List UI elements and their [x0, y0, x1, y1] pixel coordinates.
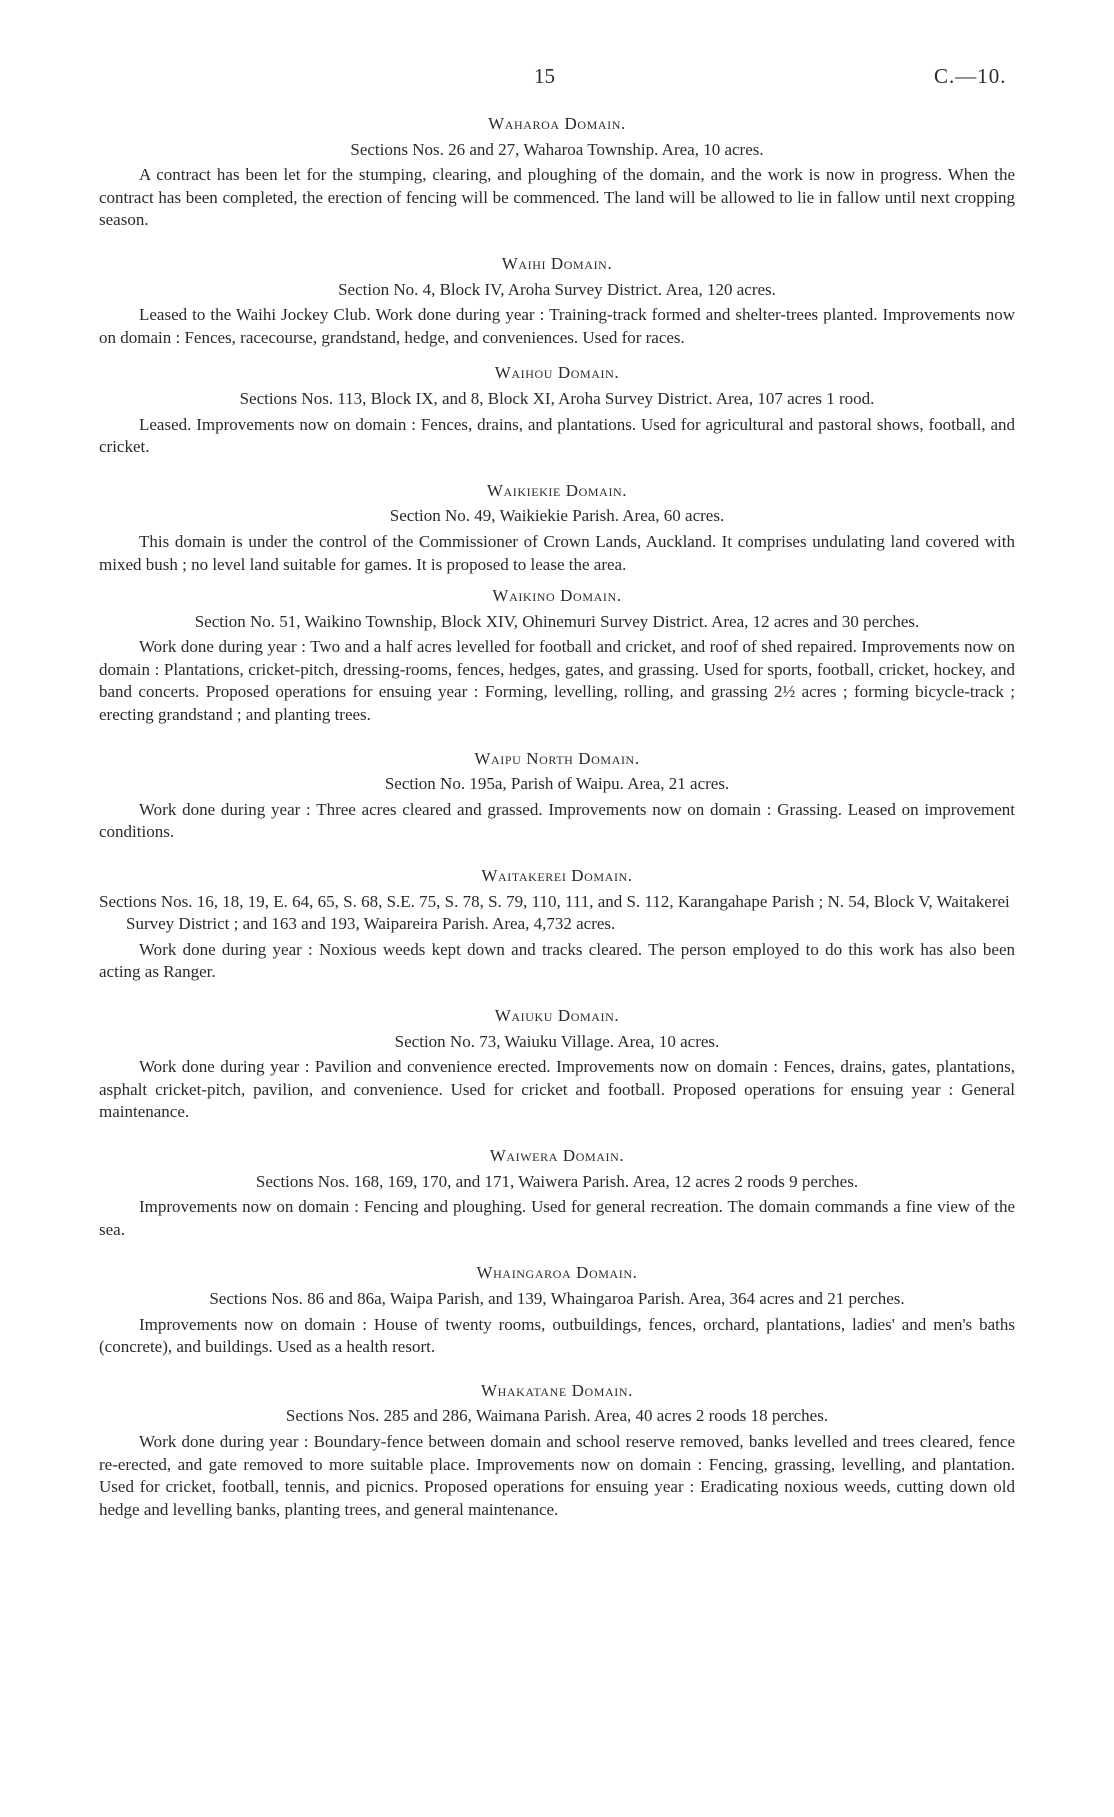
page-header	[0, 64, 1114, 90]
domain-body: Work done during year : Three acres cleared and grassed. Improvements now on domain : Grassing. Leased on improvement conditions.	[99, 799, 1015, 842]
domain-body: Improvements now on domain : Fencing and ploughing. Used for general recreation. The domain commands a fine view of the sea.	[99, 1197, 1015, 1239]
domain-entry-whaingaroa	[99, 1262, 1015, 1358]
domain-sections: Sections Nos. 168, 169, 170, and 171, Waiwera Parish. Area, 12 acres 2 roods 9 perches.	[255, 1171, 859, 1191]
domain-body: Work done during year : Two and a half acres levelled for football and cricket, and roof of shed repaired. Improvements now on domain : Plantations, cricket-pitch, dressing-rooms, fences, hedges, gates, and grassing. Used for sports, football, cricket, hockey, and band concerts. Proposed operations for ensuing year : Forming, levelling, rolling, and grassing 2½ acres ; forming bicycle-track ; erecting grandstand ; and planting trees.	[99, 637, 1015, 725]
domain-entry-waipu-north	[99, 748, 1015, 844]
domain-sections: Sections Nos. 16, 18, 19, E. 64, 65, S. 68, S.E. 75, S. 78, S. 79, 110, 111, and S. 112, Karangahape Parish ; N. 54, Block V, Waitakerei Survey District ; and 163 and 193, Waipareira Parish. Area, 4,732 acres.	[99, 891, 1010, 934]
domain-sections: Section No. 73, Waiuku Village. Area, 10 acres.	[394, 1031, 720, 1051]
domain-entry-whakatane	[99, 1380, 1015, 1522]
domain-sections: Sections Nos. 86 and 86a, Waipa Parish, and 139, Whaingaroa Parish. Area, 364 acres and 21 perches.	[209, 1288, 905, 1308]
domain-title: Waikiekie Domain.	[486, 480, 628, 500]
domain-body: Leased. Improvements now on domain : Fences, drains, and plantations. Used for agricultural and pastoral shows, football, and cricket.	[99, 414, 1015, 457]
domain-title: Waihi Domain.	[501, 253, 613, 273]
report-code: C.—10.	[934, 64, 1007, 88]
document-body	[99, 113, 1015, 1521]
domain-entry-waiuku	[99, 1005, 1015, 1124]
domain-sections: Section No. 51, Waikino Township, Block XIV, Ohinemuri Survey District. Area, 12 acres and 30 perches.	[194, 611, 920, 631]
domain-body: Work done during year : Boundary-fence between domain and school reserve removed, banks levelled and trees cleared, fence re-erected, and gate removed to more suitable place. Improvements now on domain : Fencing, grassing, levelling, and plantation. Used for cricket, football, tennis, and picnics. Proposed operations for ensuing year : Eradicating noxious weeds, cutting down old hedge and levelling banks, planting trees, and general maintenance.	[99, 1431, 1015, 1519]
domain-entry-waikino	[99, 585, 1015, 727]
domain-title: Waitakerei Domain.	[481, 866, 633, 886]
domain-title: Whakatane Domain.	[480, 1380, 634, 1400]
domain-entry-waikiekie	[99, 480, 1015, 576]
domain-title: Waiuku Domain.	[494, 1006, 620, 1025]
domain-sections: Section No. 49, Waikiekie Parish. Area, 60 acres.	[389, 506, 725, 526]
domain-title: Waihou Domain.	[494, 363, 620, 383]
page-number: 15	[534, 64, 555, 88]
domain-title: Waharoa Domain.	[488, 114, 626, 133]
domain-sections: Sections Nos. 285 and 286, Waimana Parish. Area, 40 acres 2 roods 18 perches.	[285, 1406, 829, 1426]
domain-title: Waipu North Domain.	[474, 748, 640, 768]
domain-title: Waikino Domain.	[492, 586, 622, 606]
domain-body: A contract has been let for the stumping, clearing, and ploughing of the domain, and the work is now in progress. When the contract has been completed, the erection of fencing will be commenced. The land will be allowed to lie in fallow until next cropping season.	[99, 165, 1015, 230]
domain-sections: Section No. 195a, Parish of Waipu. Area, 21 acres.	[384, 774, 730, 794]
domain-title: Waiwera Domain.	[489, 1145, 625, 1165]
domain-entry-waihou	[99, 362, 1015, 458]
domain-body: Leased to the Waihi Jockey Club. Work done during year : Training-track formed and shelter-trees planted. Improvements now on domain : Fences, racecourse, grandstand, hedge, and conveniences. Used for races.	[99, 305, 1015, 347]
domain-body: Work done during year : Pavilion and convenience erected. Improvements now on domain : Fences, drains, gates, plantations, asphalt cricket-pitch, pavilion, and convenience. Used for cricket and football. Proposed operations for ensuing year : General maintenance.	[99, 1057, 1015, 1122]
domain-sections: Section No. 4, Block IV, Aroha Survey District. Area, 120 acres.	[338, 279, 776, 299]
domain-title: Whaingaroa Domain.	[476, 1263, 638, 1283]
domain-entry-waharoa	[99, 113, 1015, 232]
domain-body: Work done during year : Noxious weeds kept down and tracks cleared. The person employed to do this work has also been acting as Ranger.	[99, 939, 1015, 982]
domain-sections: Sections Nos. 26 and 27, Waharoa Township. Area, 10 acres.	[350, 139, 764, 159]
domain-entry-waihi	[99, 253, 1015, 349]
domain-entry-waiwera	[99, 1145, 1015, 1241]
domain-body: Improvements now on domain : House of twenty rooms, outbuildings, fences, orchard, plantations, ladies' and men's baths (concrete), and buildings. Used as a health resort.	[99, 1314, 1015, 1357]
domain-entry-waitakerei	[99, 865, 1015, 984]
domain-sections: Sections Nos. 113, Block IX, and 8, Block XI, Aroha Survey District. Area, 107 acres 1 rood.	[239, 388, 875, 408]
domain-body: This domain is under the control of the Commissioner of Crown Lands, Auckland. It comprises undulating land covered with mixed bush ; no level land suitable for games. It is proposed to lease the area.	[99, 531, 1015, 574]
